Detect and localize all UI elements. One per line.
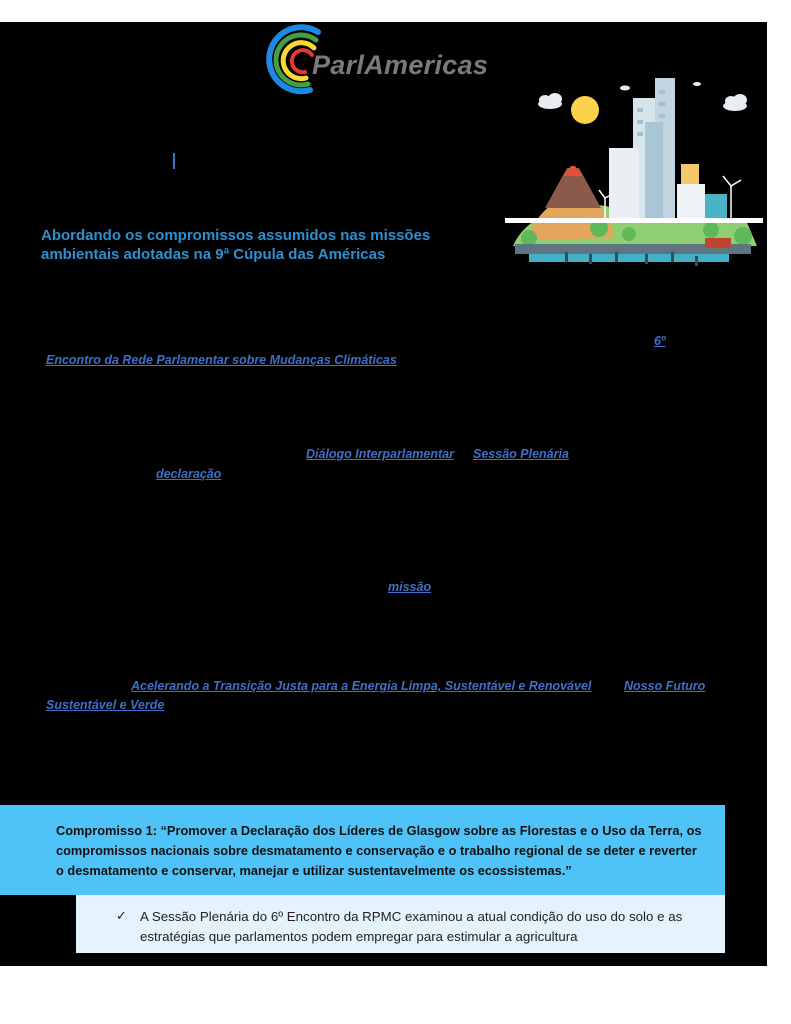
commitment-text: Compromisso 1: “Promover a Declaração dos Líderes de Glasgow sobre as Florestas e o Uso da Terra, os compromissos nacionais sobre desmatamento e conservação e o trabalho regional de se deter e reverter o desmatamento e conservar, manejar e utilizar sustentavelmente os ecossistemas.” — [56, 823, 702, 878]
document-page — [0, 22, 767, 966]
logo-text: ParlAmericas — [312, 50, 489, 80]
link-encontro-rede[interactable]: Encontro da Rede Parlamentar sobre Mudanças Climáticas — [46, 353, 397, 367]
link-dialogo-interparlamentar[interactable]: Diálogo Interparlamentar — [306, 447, 454, 461]
logo — [258, 24, 508, 96]
checkmark-icon: ✓ — [116, 909, 127, 924]
link-sustentavel-verde[interactable]: Sustentável e Verde — [46, 698, 165, 712]
link-acelerando-transicao[interactable]: Acelerando a Transição Justa para a Energia Limpa, Sustentável e Renovável — [131, 679, 592, 693]
link-missao[interactable]: missão — [388, 580, 432, 594]
link-nosso-futuro[interactable]: Nosso Futuro — [624, 679, 706, 693]
link-declaracao[interactable]: declaração — [156, 467, 222, 481]
text-cursor — [173, 153, 175, 169]
bullet-box — [76, 895, 725, 953]
link-encontro-number[interactable]: 6º — [654, 334, 666, 348]
bullet-text: A Sessão Plenária do 6º Encontro da RPMC examinou a atual condição do uso do solo e as estratégias que parlamentos podem empregar para estimular a agricultura — [140, 909, 683, 944]
page-title: Abordando os compromissos assumidos nas missões ambientais adotadas na 9ª Cúpula das Américas — [41, 227, 431, 263]
city-illustration-icon — [505, 68, 763, 278]
commitment-box — [0, 805, 725, 895]
link-sessao-plenaria[interactable]: Sessão Plenária — [473, 447, 569, 461]
